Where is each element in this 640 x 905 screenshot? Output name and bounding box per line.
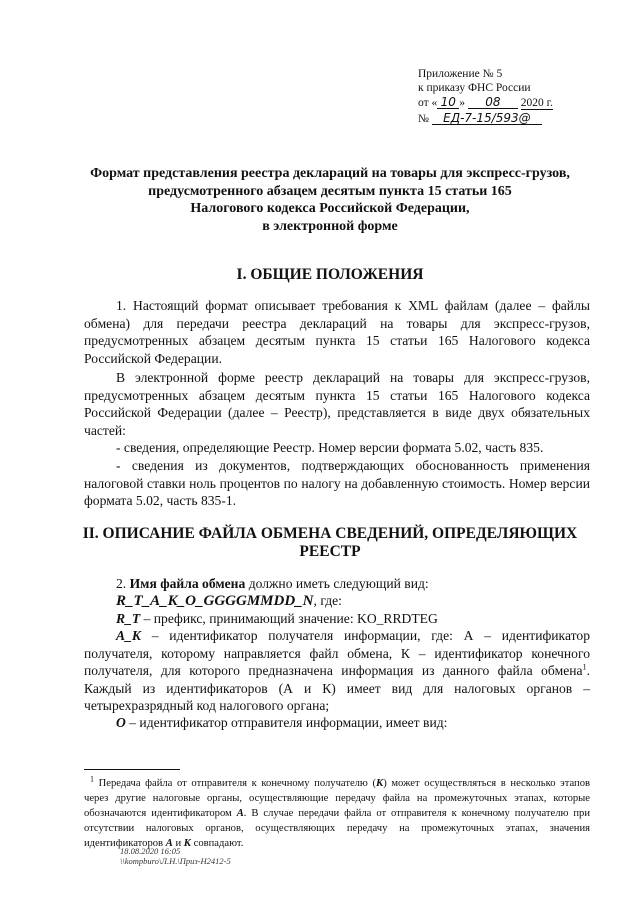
paragraph-text: – префикс, принимающий значение: KO_RRDTEG [143,611,438,626]
title-line: Налогового кодекса Российской Федерации, [190,201,470,216]
section-1-heading: I. ОБЩИЕ ПОЛОЖЕНИЯ [236,266,424,283]
paragraph-text: 1. Настоящий формат описывает требования к XML файлам (далее – файлы обмена) для передачи реестра деклараций на товары для экспресс-грузов, предусмотренных абзацем десятым пункта 15 статьи 165 Налогового кодекса Российской Федерации. [84,298,590,366]
sender-id-definition [116,714,622,732]
paragraph-text: – идентификатор получателя информации, где: А – идентификатор получателя, которому направляется файл обмена, К – идентификатор конечного получателя, для которого предназначена информация из данного файла обмена [84,628,590,678]
section-1-bullet-1 [84,439,590,457]
file-name-term: Имя файла обмена [129,576,246,591]
paragraph-text: В электронной форме реестр деклараций на товары для экспресс-грузов, предусмотренных абзацем десятым пункта 15 статьи 165 Налогового кодекса Российской Федерации (далее – Реестр), представляется в виде двух обязательных частей: [84,370,590,438]
date-mid: » [459,97,465,109]
pattern-code: R_T_A_K_O_GGGGMMDD_N [116,593,314,609]
footnote-text: . В случае передачи файла от отправителя к конечному получателю при отсутствии налоговых органов, осуществляющих передачу на промежуточных этапах, значения идентификаторов [84,808,590,849]
number-prefix: № [418,113,429,125]
footnote-term: К [376,778,384,789]
heading-line: II. ОПИСАНИЕ ФАЙЛА ОБМЕНА СВЕДЕНИЙ, ОПРЕДЕЛЯЮЩИХ [82,525,578,542]
order-reference: к приказу ФНС России [418,82,531,94]
paragraph-text: должно иметь следующий вид: [248,576,429,591]
footnote-term: К [183,838,191,849]
date-day: 10 [437,96,459,109]
stamp-line: 18.08.2020 16:05 [120,846,181,856]
receiver-id-definition [84,627,590,715]
footnote-text: совпадают. [193,838,244,849]
footnote-term: А [236,808,244,819]
footnote-marker: 1 [90,774,94,784]
pattern-suffix: , где: [313,593,342,608]
footnote [84,776,590,851]
footnote-text: ) может осуществляться в несколько этапов через другие налоговые органы, осуществляющие передачу файла на промежуточных этапах, которые обозначаются идентификатором [84,778,590,819]
order-number [418,112,542,126]
sender-code: O [116,715,126,730]
document-title [70,165,590,235]
receiver-code: A_K [116,628,141,643]
print-stamp [120,846,231,866]
section-2-heading [70,525,590,561]
date-prefix: от « [418,97,438,109]
file-name-paragraph [116,575,622,593]
title-line: предусмотренного абзацем десятым пункта 15 статьи 165 [148,183,512,199]
paragraph-text: – идентификатор отправителя информации, имеет вид: [129,715,448,730]
section-1-paragraph-1 [84,297,590,367]
footnote-ref: 1 [582,662,587,672]
footnote-text: Передача файла от отправителя к конечному получателю ( [98,778,377,789]
appendix-label: Приложение № 5 [418,68,503,80]
number-value: ЕД-7-15/593@ [432,112,542,125]
order-date [418,96,553,110]
paragraph-text: - сведения из документов, подтверждающих обоснованность применения налоговой ставки ноль процентов по налогу на добавленную стоимость. Номер версии формата 5.02, часть 835-1. [84,458,590,508]
paragraph-text: . Каждый из идентификаторов (А и К) имеет вид для налоговых органов – четырехразрядный код налогового органа; [84,663,590,713]
section-1-bullet-2 [84,457,590,510]
footnote-term: А [165,838,173,849]
date-month: 08 [468,96,518,109]
footnote-divider [84,769,180,770]
prefix-code: R_T [116,611,141,626]
section-1-paragraph-2 [84,369,590,439]
title-line: Формат представления реестра деклараций на товары для экспресс-грузов, [90,166,570,181]
file-name-pattern [116,592,622,611]
paragraph-number: 2. [116,576,127,591]
stamp-line: \\kompburo\Л.Н.\Приз-Н2412-5 [120,856,231,866]
paragraph-text: - сведения, определяющие Реестр. Номер версии формата 5.02, часть 835. [116,440,544,455]
footnote-text: и [175,838,182,849]
heading-line: РЕЕСТР [299,543,361,560]
title-line: в электронной форме [262,218,398,234]
date-year: 2020 г. [520,97,553,109]
prefix-definition [116,610,622,628]
